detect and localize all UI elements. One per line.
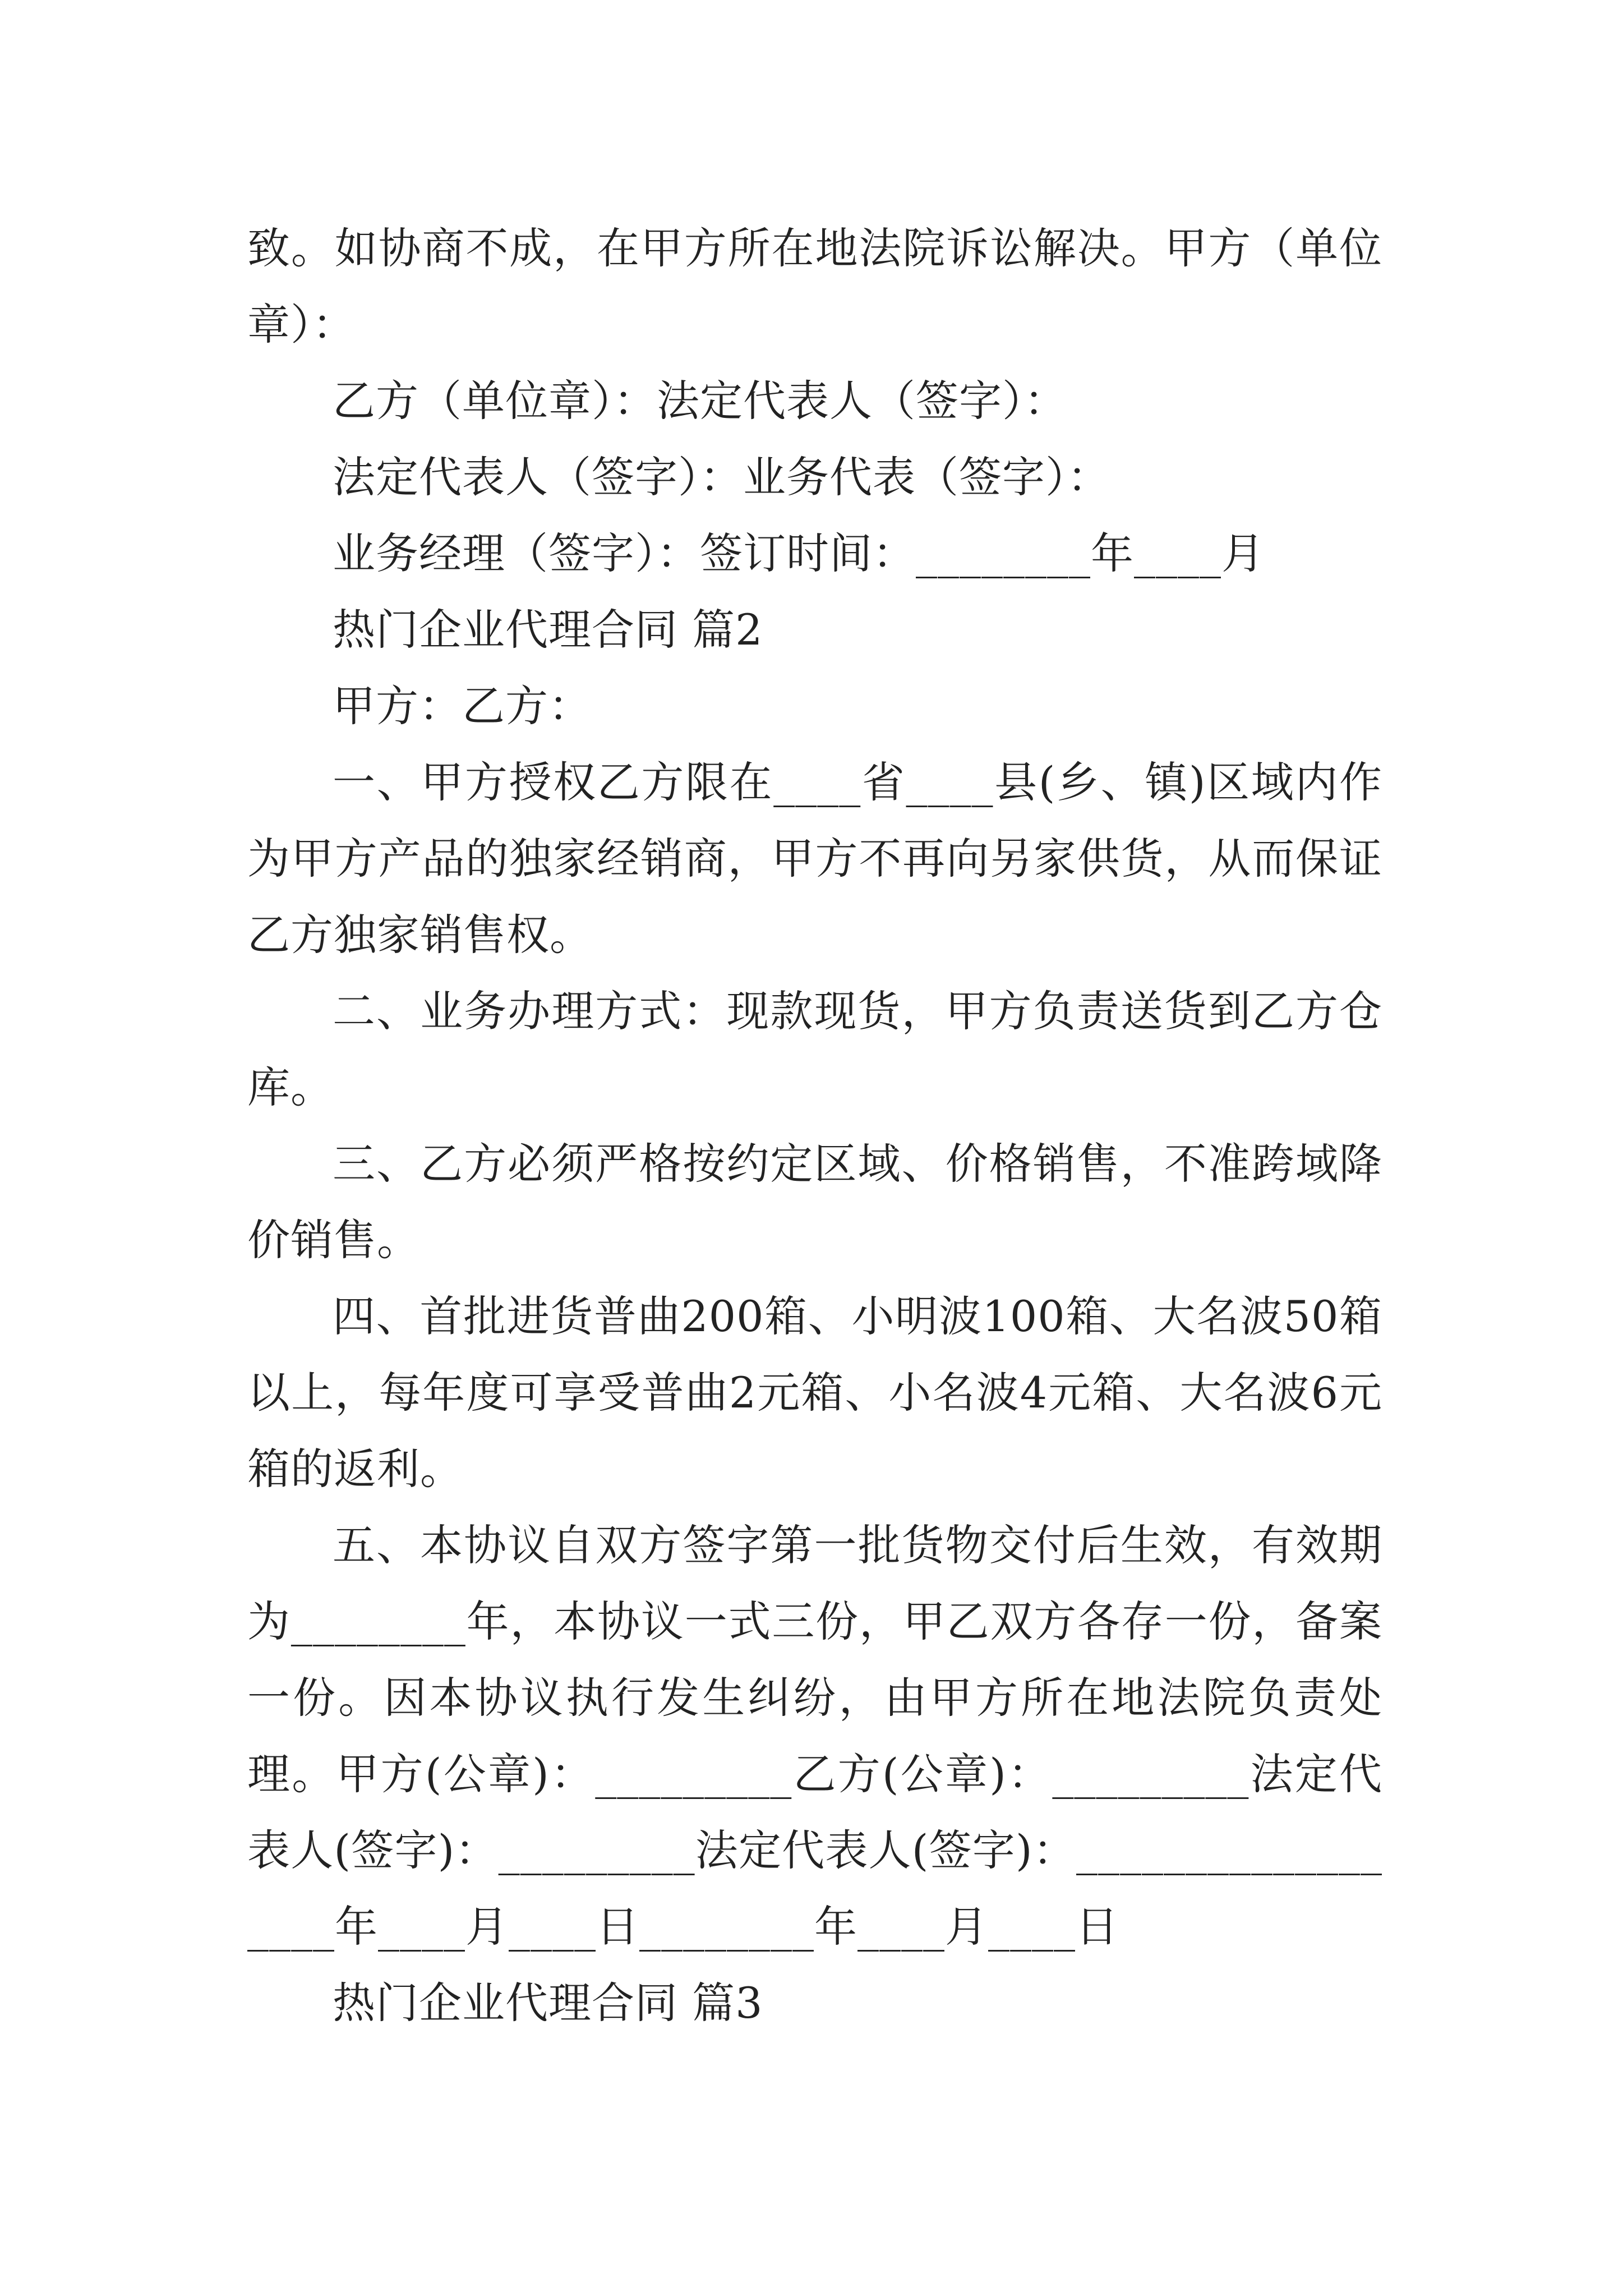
paragraph-parties: 甲方：乙方： [333,681,592,731]
paragraph-dispute-resolution: 致。如协商不成，在甲方所在地法院诉讼解决。甲方（单位章）： [247,223,1382,349]
paragraph-party-b-seal: 乙方（单位章）：法定代表人（签字）： [333,376,1067,426]
clause-5: 五、本协议自双方签字第一批货物交付后生效，有效期为________年，本协议一式三份，甲乙双方各存一份，备案一份。因本协议执行发生纠纷，由甲方所在地法院负责处理。甲方(公章)：_________乙方(公章)：_________法定代表人(签字)：_________法定代表人(签字)：__________________年____月____日________年____月____日 [247,1520,1382,1952]
paragraph-legal-rep-signature: 法定代表人（签字）：业务代表（签字）： [333,452,1110,502]
section-heading-3: 热门企业代理合同 篇3 [333,1978,763,2028]
clause-1: 一、甲方授权乙方限在____省____县(乡、镇)区域内作为甲方产品的独家经销商，甲方不再向另家供货，从而保证乙方独家销售权。 [247,757,1382,960]
clause-4: 四、首批进货普曲200箱、小明波100箱、大名波50箱以上，每年度可享受普曲2元箱、小名波4元箱、大名波6元箱的返利。 [247,1291,1382,1494]
section-heading-2: 热门企业代理合同 篇2 [333,605,763,655]
document-body [247,210,1382,2041]
clause-3: 三、乙方必须严格按约定区域、价格销售，不准跨域降价销售。 [247,1139,1382,1265]
paragraph-manager-signing-date: 业务经理（签字）：签订时间：________年____月 [333,528,1265,578]
clause-2: 二、业务办理方式：现款现货，甲方负责送货到乙方仓库。 [247,986,1382,1112]
